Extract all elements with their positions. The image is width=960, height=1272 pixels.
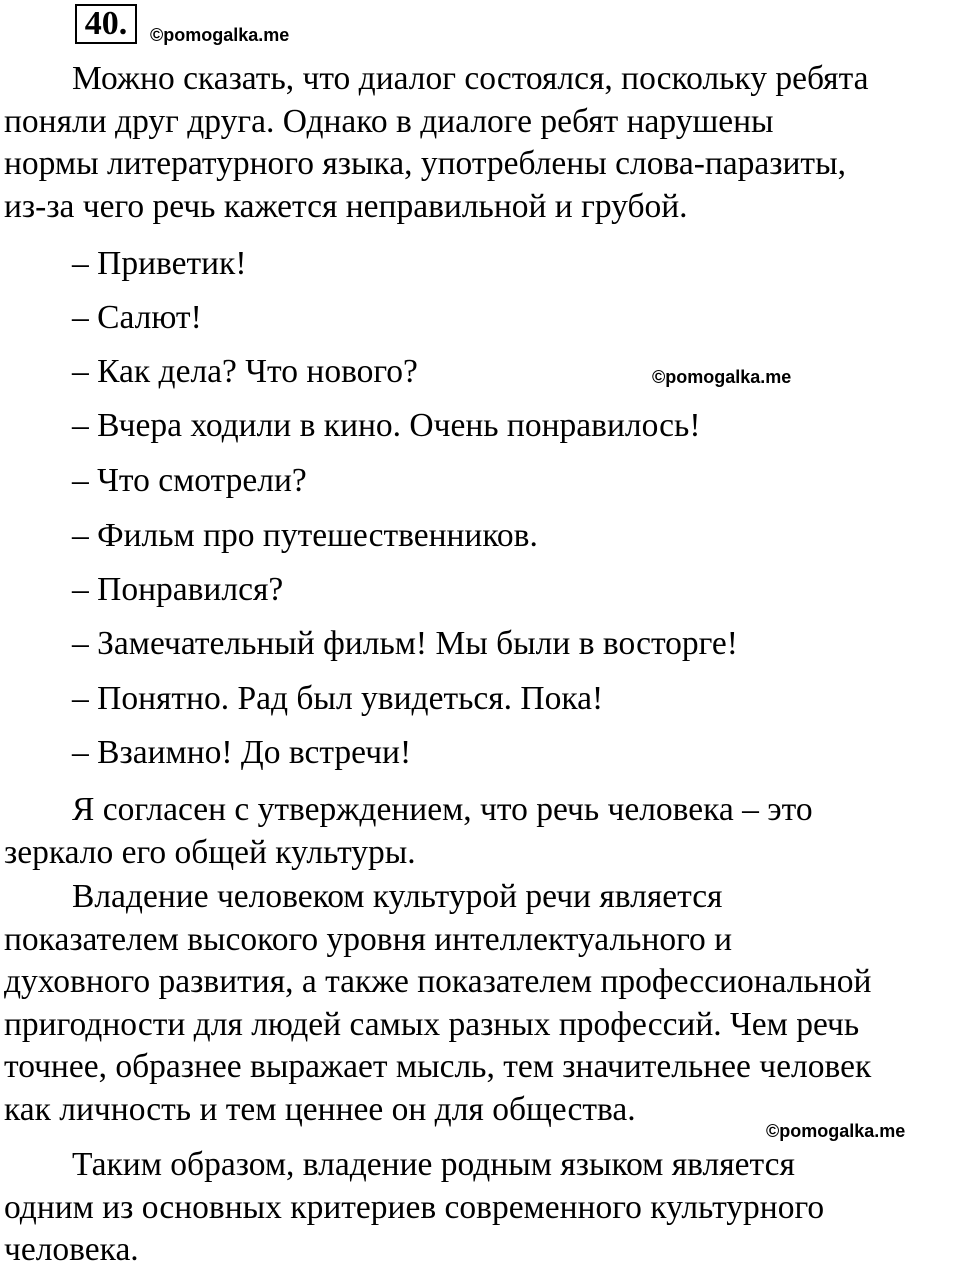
conclusion-line: одним из основных критериев современного культурного [4, 1188, 825, 1226]
watermark-bottom: ©pomogalka.me [766, 1121, 906, 1141]
agreement-line: зеркало его общей культуры. [4, 833, 416, 871]
intro-line: нормы литературного языка, употреблены слова-паразиты, [4, 145, 846, 182]
dialogue-line: – Взаимно! До встречи! [72, 734, 412, 771]
agreement-paragraph [4, 789, 960, 874]
dialogue-line: – Приветик! [72, 245, 247, 282]
dialogue-line: – Что смотрели? [72, 462, 307, 499]
conclusion-line: Таким образом, владение родным языком является [72, 1146, 795, 1183]
watermark-middle: ©pomogalka.me [652, 367, 792, 387]
mastery-paragraph [4, 876, 960, 1131]
mastery-line: показателем высокого уровня интеллектуального и [4, 920, 733, 958]
watermark-top: ©pomogalka.me [150, 25, 290, 45]
intro-paragraph [4, 58, 960, 228]
mastery-line: Владение человеком культурой речи является [72, 878, 723, 915]
mastery-line: как личность и тем ценнее он для общества. [4, 1090, 636, 1128]
dialogue-line: – Вчера ходили в кино. Очень понравилось! [72, 407, 701, 444]
mastery-line: пригодности для людей самых разных профессий. Чем речь [4, 1005, 860, 1043]
dialogue-line: – Понравился? [72, 571, 284, 608]
intro-line: Можно сказать, что диалог состоялся, поскольку ребята [72, 60, 869, 97]
mastery-line: точнее, образнее выражает мысль, тем значительнее человек [4, 1048, 872, 1085]
dialogue-line: – Фильм про путешественников. [72, 517, 538, 554]
intro-line: из-за чего речь кажется неправильной и грубой. [4, 187, 688, 225]
conclusion-paragraph [4, 1144, 960, 1272]
intro-line: поняли друг друга. Однако в диалоге ребят нарушены [4, 102, 774, 140]
conclusion-line: человека. [4, 1231, 139, 1268]
exercise-number: 40. [75, 4, 137, 44]
dialogue-line: – Понятно. Рад был увидеться. Пока! [72, 680, 604, 717]
dialogue-line: – Как дела? Что нового? [72, 353, 418, 390]
mastery-line: духовного развития, а также показателем профессиональной [4, 963, 872, 1000]
agreement-line: Я согласен с утверждением, что речь человека – это [72, 791, 813, 828]
dialogue-line: – Замечательный фильм! Мы были в восторге! [72, 625, 738, 662]
dialogue-line: – Салют! [72, 299, 202, 336]
